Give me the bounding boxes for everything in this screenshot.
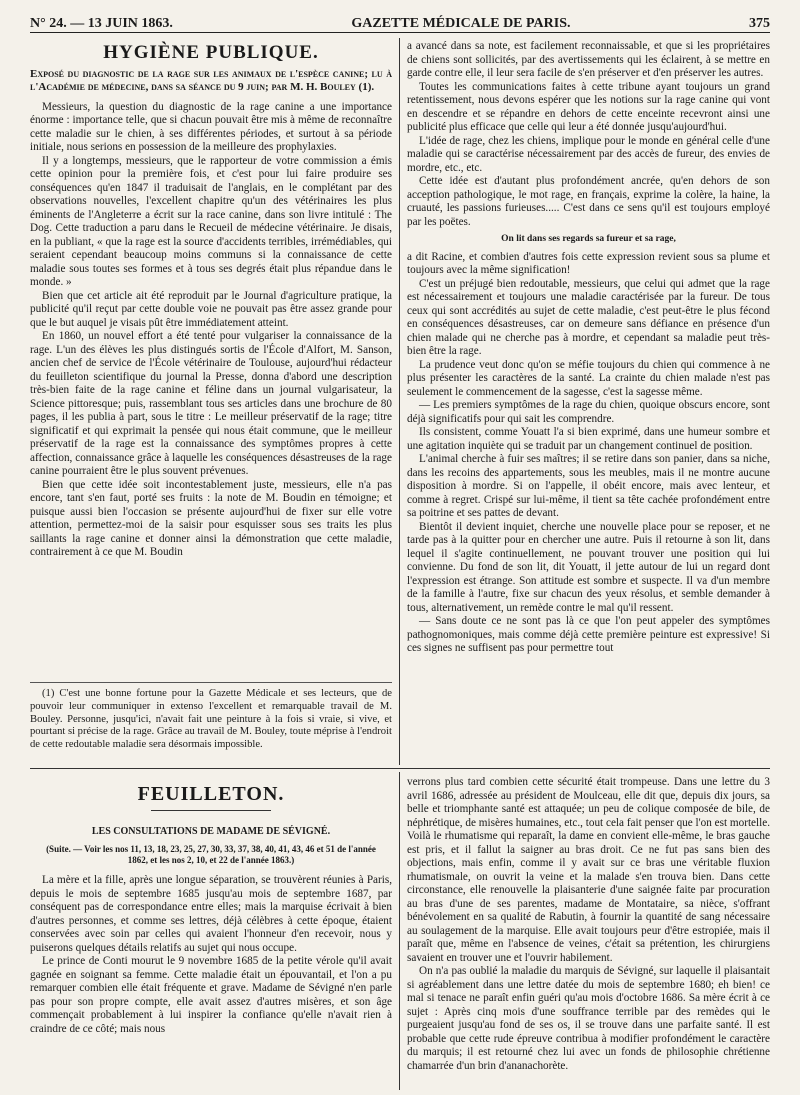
paragraph: C'est un préjugé bien redoutable, messieurs, que celui qui admet que la rage est nécessairement et toujours une maladie caractérisée par la fureur. De tous ceux qui sont accrédités au sujet de cette maladie, c'est peut-être le plus fécond en conséquences désastreuses, car on demeure sans défiance en présence d'un chien malade qui ne cherche pas à mordre, et cependant sa maladie peut très-bien être la rage.: [407, 277, 770, 357]
journal-title: GAZETTE MÉDICALE DE PARIS.: [351, 16, 571, 31]
page-header: [30, 10, 770, 33]
footnote: [30, 688, 392, 764]
feuilleton-separator: [30, 768, 770, 769]
footnote-rule: [30, 682, 392, 683]
paragraph: L'idée de rage, chez les chiens, implique pour le monde en général celle d'une maladie qui se caractérise nécessairement par des accès de fureur, des envies de mordre, etc., etc.: [407, 134, 770, 174]
column-divider-top: [399, 38, 400, 765]
paragraph: a avancé dans sa note, est facilement reconnaissable, et que si les propriétaires de chiens sont sollicités, par des avertissements qui les éclairent, à se mettre en garde contre elle, il leur sera facile de s'en préserver et d'en préserver les autres.: [407, 40, 770, 79]
paragraph: Il y a longtemps, messieurs, que le rapporteur de votre commission a émis cette opinion pour la première fois, et c'est pour lui faire produire ses conséquences qu'en 1847 il traduisait de l'anglais, en le complétant par des observations nouvelles, l'excellent chapitre qu'un des vétérinaires les plus éminents de l'Angleterre a écrit sur la race canine, dans son livre intitulé : The Dog. Cette traduction a paru dans le Recueil de médecine vétérinaire. Je disais, en la publiant, « que la rage est la source d'accidents terribles, irrémédiables, qui seraient cependant beaucoup moins communs si la connaissance de cette maladie sous toutes ses formes et à tous ses degrés était plus répandue dans le monde. »: [30, 154, 392, 288]
issue-date: N° 24. — 13 JUIN 1863.: [30, 16, 173, 31]
feuilleton-subtitle: LES CONSULTATIONS DE MADAME DE SÉVIGNÉ.: [91, 825, 331, 837]
paragraph: Bien que cet article ait été reproduit par le Journal d'agriculture pratique, la publicité qu'il reçut par cette double voie ne pouvait pas être assez grande pour que le but auquel je visais pût être immédiatement atteint.: [30, 289, 392, 329]
paragraph: En 1860, un nouvel effort a été tenté pour vulgariser la connaissance de la rage. L'un des élèves les plus distingués sortis de l'École d'Alfort, M. Sanson, ancien chef de service de l'École vétérinaire de Toulouse, aujourd'hui rédacteur du feuilleton scientifique du journal la Presse, donna d'abord une description très-bien faite de la rage canine et féline dans un journal vulgarisateur, la Science pittoresque; puis, rassemblant tous ses articles dans une brochure de 80 pages, il les publia à part, sous le titre : Le meilleur préservatif de la rage; titre significatif et qui exprimait la pensée qui nous était commune, que le meilleur préservatif de la rage est la connaissance des symptômes propres à cette affection, connaissance grâce à laquelle les conséquences désastreuses de la rage canine pourraient être le plus souvent prévenues.: [30, 330, 392, 477]
section-title-hygiene: HYGIÈNE PUBLIQUE.: [103, 42, 319, 63]
footnote-text: (1) C'est une bonne fortune pour la Gazette Médicale et ses lecteurs, que de pouvoir leur communiquer in extenso l'excellent et remarquable travail de M. Bouley. Personne, jusqu'ici, n'avait fait une peinture à la fois si vraie, si vive, et pourtant si précise de la rage. Grâce au travail de M. Bouley, toute méprise à l'endroit de cette redoutable maladie sera désormais impossible.: [30, 688, 392, 751]
feuilleton-title: FEUILLETON.: [137, 783, 285, 805]
article-subtitle: Exposé du diagnostic de la rage sur les animaux de l'espèce canine; lu à l'Académie de médecine, dans sa séance du 9 juin; par M. H. Bouley (1).: [30, 67, 392, 93]
hygiene-column: [30, 40, 392, 680]
paragraph: La prudence veut donc qu'on se méfie toujours du chien qui commence à ne plus présenter les caractères de la santé. La crainte du chien malade n'est pas seulement le commencement de la sagesse, c'est la sagesse même.: [407, 358, 770, 398]
column-divider-bottom: [399, 772, 400, 1090]
racine-quote: On lit dans ses regards sa fureur et sa rage,: [501, 234, 676, 244]
paragraph: On n'a pas oublié la maladie du marquis de Sévigné, sur laquelle il plaisantait si agréablement dans une lettre datée du mois de septembre 1680; eh bien! ce mal si tenace ne paraît enfin guéri qu'au mois d'octobre 1686. Sa mère écrit à ce sujet : Après cinq mois d'une souffrance terrible par des remèdes qui le purgeaient jusqu'au fond de ses os, il se trouve dans une parfaite santé. Il est probable que cette rude épreuve contribua à modifier profondément le caractère du marquis; il est retourné chez lui avec un fonds de philosophie chrétienne chamarrée d'un brin d'ananachorète.: [407, 965, 770, 1072]
paragraph: Bien que cette idée soit incontestablement juste, messieurs, elle n'a pas encore, tant s'en faut, porté ses fruits : la note de M. Boudin en témoigne; et puisque aussi bien l'occasion se présente aujourd'hui de fixer sur elle votre attention, permettez-moi de la saisir pour esquisser sous ses traits les plus saillants la rage canine et donner ainsi la démonstration que cette maladie, contrairement à ce que M. Boudin: [30, 478, 392, 558]
paragraph: L'animal cherche à fuir ses maîtres; il se retire dans son panier, dans sa niche, dans les recoins des appartements, sous les meubles, mais il ne montre aucune disposition à mordre. Si on l'appelle, il obéit encore, mais avec lenteur, et comme à regret. Crispé sur lui-même, il tient sa tête cachée profondément entre sa poitrine et ses pattes de devant.: [407, 453, 770, 519]
paragraph: Messieurs, la question du diagnostic de la rage canine a une importance énorme : importance telle, que si chacun pouvait être mis à même de reconnaître cette maladie sur le chien, à ses différentes périodes, et surtout à sa période initiale, nous serions en possession de la meilleure des prophylaxies.: [30, 100, 392, 153]
paragraph: verrons plus tard combien cette sécurité était trompeuse. Dans une lettre du 3 avril 1686, adressée au président de Moulceau, elle dit que, depuis dix jours, sa belle et triomphante santé est attaquée; un peu de colique composée de bile, de néphrétique, de misères humaines, etc., tout cela fait penser que l'on est mortelle. Voilà le rhumatisme qui reparaît, la dame en convient elle-même, le bras gauche est pris, et il fallut la saigner au bras droit. Ce ne fut pas sans bien des objections, mais enfin, comme il y avait sur ce bras une véritable fluxion rhumatismale, on ouvrit la veine et la malade s'en trouva bien. Dans cette circonstance, elle renouvelle la plaisanterie d'une saignée faite par procuration au bras d'une de ses parentes, madame de Montataire, sa nièce, s'offrant bénévolement en sa qualité de Rabutin, à fournir la quantité de sang nécessaire au soulagement de la marquise. Elle avait toujours peur d'être estropiée, mais il paraît que, même en l'absence de veines, c'était sa prétention, les chirurgiens savaient en trouver une et l'ouvrir habilement.: [407, 776, 770, 964]
feuilleton-column: [30, 776, 392, 1090]
page-number: 375: [748, 16, 770, 31]
feuilleton-note: (Suite. — Voir les nos 11, 13, 18, 23, 25, 27, 30, 33, 37, 38, 40, 41, 43, 46 et 51 de l'année 1862, et les nos 2, 10, et 22 de l'année 1863.): [46, 844, 376, 865]
paragraph: — Les premiers symptômes de la rage du chien, quoique obscurs encore, sont déjà significatifs pour qui sait les comprendre.: [407, 399, 770, 425]
paragraph: Cette idée est d'autant plus profondément ancrée, qu'en dehors de son acception pathologique, le mot rage, en français, exprime la colère, la haine, la cruauté, les passions furieuses..... C'est dans ce sens qu'il est toujours employé par les poëtes.: [407, 175, 770, 228]
feuilleton-column-continued: [407, 776, 770, 1090]
hygiene-column-continued: [407, 40, 770, 764]
paragraph: La mère et la fille, après une longue séparation, se trouvèrent réunies à Paris, depuis le mois de septembre 1685 jusqu'au mois de septembre 1687, par conséquent pas de correspondance entre elles; mais la marquise écrivait à bien d'autres personnes, et comme ses lettres, déjà célèbres à cette époque, étaient conservées avec soin par celles qui avaient l'honneur d'en recevoir, nous y puiserons quelques détails relatifs au sujet qui nous occupe.: [30, 874, 392, 954]
paragraph: a dit Racine, et combien d'autres fois cette expression revient sous sa plume et toujours avec la même signification!: [407, 250, 770, 276]
paragraph: Le prince de Conti mourut le 9 novembre 1685 de la petite vérole qu'il avait gagnée en soignant sa femme. Cette maladie était un épouvantail, et l'on a pu remarquer combien elle était fréquente et grave. Madame de Sévigné n'en parle pas pour son propre compte, elle avait assez d'autres misères, et son âge commençait probablement à lui inspirer la confiance qu'elle n'avait rien à craindre de ce côté; mais nous: [30, 955, 392, 1035]
title-rule: [151, 810, 271, 811]
paragraph: Bientôt il devient inquiet, cherche une nouvelle place pour se reposer, et ne tarde pas à la quitter pour en chercher une autre. Puis il retourne à son lit, dans lequel il s'agite continuellement, ne pouvant trouver une position qui lui convienne. Du fond de son lit, dit Youatt, il jette autour de lui un regard dont l'expression est étrange. Son attitude est sombre et suspecte. Il va d'un membre de la famille à l'autre, fixe sur chacun des yeux résolus, et semble demander à tous, alternativement, un remède contre le mal qu'il ressent.: [407, 520, 770, 614]
paragraph: — Sans doute ce ne sont pas là ce que l'on peut appeler des symptômes pathognomoniques, mais comme déjà cette première peinture est expressive! Si ces signes ne suffisent pas pour permettre tout: [407, 615, 770, 654]
paragraph: Toutes les communications faites à cette tribune ayant toujours un grand retentissement, nous devons espérer que les notions sur la rage canine qui vont en descendre et se répandre en dehors de cette enceinte recevront ainsi une publicité plus efficace que celle qui leur a été donnée jusqu'aujourd'hui.: [407, 80, 770, 133]
paragraph: Ils consistent, comme Youatt l'a si bien exprimé, dans une humeur sombre et une agitation inquiète qui se traduit par un changement continuel de position.: [407, 426, 770, 452]
